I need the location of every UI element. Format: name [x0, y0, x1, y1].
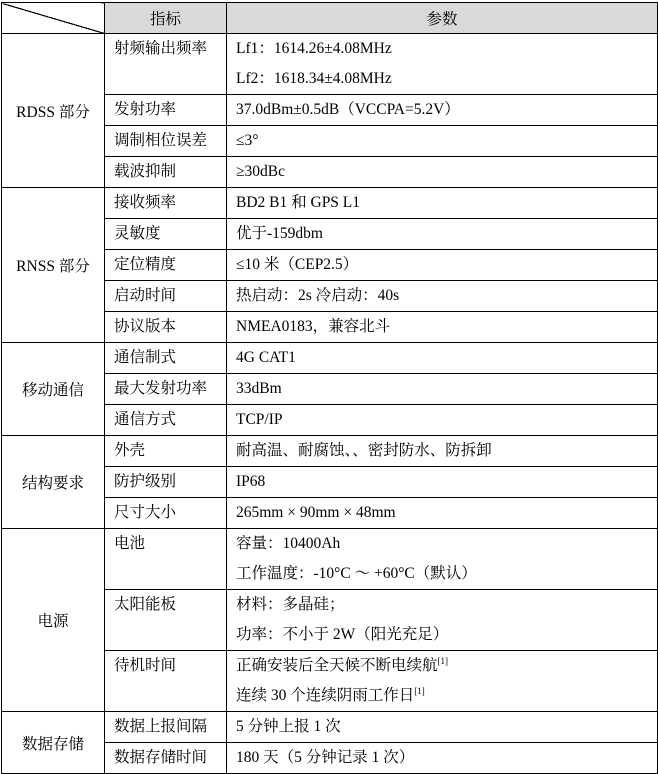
param-value	[227, 219, 658, 250]
param-value-text: 耐高温、耐腐蚀、、密封防水、防拆卸	[236, 442, 492, 459]
param-value-text: 热启动：2s 冷启动：40s	[236, 287, 400, 304]
section-label: RDSS 部分	[2, 34, 105, 188]
param-value-line	[236, 64, 657, 94]
param-value-text: 连续 30 个连续阴雨工作日	[236, 687, 415, 704]
param-value-line	[236, 590, 657, 620]
param-value	[227, 126, 658, 157]
param-value-line	[236, 620, 657, 650]
param-name	[105, 529, 227, 590]
param-name	[105, 374, 227, 405]
param-name	[105, 219, 227, 250]
param-value	[227, 498, 658, 529]
param-name	[105, 467, 227, 498]
param-value-line	[236, 250, 657, 280]
param-value-line	[236, 405, 657, 435]
param-value-text: ≤3°	[236, 132, 259, 149]
param-name	[105, 157, 227, 188]
table-row	[2, 34, 658, 95]
param-name-text: 电池	[114, 535, 146, 552]
param-value	[227, 157, 658, 188]
param-value-line	[236, 374, 657, 404]
param-value-line	[236, 712, 657, 742]
param-value-text: ≥30dBc	[236, 163, 285, 180]
param-value-text: BD2 B1 和 GPS L1	[236, 194, 361, 211]
param-value-line	[236, 651, 657, 681]
param-name-text: 协议版本	[114, 318, 177, 335]
param-value	[227, 312, 658, 343]
param-value	[227, 467, 658, 498]
param-value	[227, 651, 658, 712]
param-value-text: 4G CAT1	[236, 349, 296, 366]
param-name-text: 启动时间	[114, 287, 177, 304]
param-name-text: 定位精度	[114, 256, 177, 273]
header-indicator: 指标	[105, 3, 227, 34]
param-value-line	[236, 312, 657, 342]
table-row	[2, 712, 658, 743]
param-name-text: 太阳能板	[114, 596, 177, 613]
section-label: 电源	[2, 529, 105, 712]
header-corner-cell	[2, 3, 105, 34]
param-value-text: Lf1：1614.26±4.08MHz	[236, 40, 392, 57]
param-name-text: 接收频率	[114, 194, 177, 211]
param-name	[105, 95, 227, 126]
param-name-text: 灵敏度	[114, 225, 161, 242]
param-value-line	[236, 436, 657, 466]
param-value-text: 工作温度：-10°C ～ +60°C（默认）	[236, 565, 477, 582]
param-value-text: 265mm × 90mm × 48mm	[236, 504, 396, 521]
param-name	[105, 126, 227, 157]
param-value-line	[236, 34, 657, 64]
param-value-line	[236, 559, 657, 589]
param-value-text: 材料：多晶硅；	[236, 596, 345, 613]
param-value-text: 功率：不小于 2W（阳光充足）	[236, 626, 449, 643]
param-name	[105, 34, 227, 95]
param-value	[227, 712, 658, 743]
param-value-text: NMEA0183，兼容北斗	[236, 318, 391, 335]
section-label: 移动通信	[2, 343, 105, 436]
param-name-text: 数据存储时间	[114, 749, 208, 766]
param-value-text: IP68	[236, 473, 266, 490]
param-value-line	[236, 95, 657, 125]
param-value	[227, 95, 658, 126]
param-value-line	[236, 219, 657, 249]
param-value	[227, 34, 658, 95]
param-value	[227, 436, 658, 467]
footnote-ref: [1]	[414, 686, 425, 696]
param-name	[105, 436, 227, 467]
param-name-text: 待机时间	[114, 657, 177, 674]
param-value-line	[236, 126, 657, 156]
param-name-text: 载波抑制	[114, 163, 177, 180]
param-name	[105, 312, 227, 343]
param-value-text: TCP/IP	[236, 411, 283, 428]
param-name	[105, 712, 227, 743]
param-name	[105, 343, 227, 374]
param-value	[227, 529, 658, 590]
param-value-text: ≤10 米（CEP2.5）	[236, 256, 359, 273]
param-name-text: 调制相位误差	[114, 132, 208, 149]
param-value-line	[236, 743, 657, 773]
param-name	[105, 281, 227, 312]
param-value-text: 容量：10400Ah	[236, 535, 341, 552]
param-value-line	[236, 157, 657, 187]
param-name-text: 外壳	[114, 442, 146, 459]
param-name	[105, 498, 227, 529]
table-row	[2, 188, 658, 219]
param-value	[227, 188, 658, 219]
section-label: RNSS 部分	[2, 188, 105, 343]
param-value	[227, 590, 658, 651]
param-name-text: 射频输出频率	[114, 40, 208, 57]
param-name	[105, 651, 227, 712]
section-label: 数据存储	[2, 712, 105, 774]
param-name	[105, 250, 227, 281]
param-value	[227, 374, 658, 405]
param-value-text: 180 天（5 分钟记录 1 次）	[236, 749, 415, 766]
param-name-text: 发射功率	[114, 101, 177, 118]
param-value-line	[236, 498, 657, 528]
param-value-text: 5 分钟上报 1 次	[236, 718, 341, 735]
param-name-text: 尺寸大小	[114, 504, 177, 521]
table-row	[2, 436, 658, 467]
param-value-text: 33dBm	[236, 380, 282, 397]
param-name-text: 最大发射功率	[114, 380, 208, 397]
param-value-text: 正确安装后全天候不断电续航	[236, 657, 438, 674]
param-value-line	[236, 281, 657, 311]
spec-table	[1, 2, 658, 774]
table-row	[2, 529, 658, 590]
footnote-ref: [1]	[437, 656, 449, 666]
param-value-line	[236, 343, 657, 373]
param-value	[227, 250, 658, 281]
param-value-text: Lf2：1618.34±4.08MHz	[236, 70, 392, 87]
param-name-text: 通信制式	[114, 349, 177, 366]
param-name-text: 通信方式	[114, 411, 177, 428]
param-name	[105, 743, 227, 774]
param-value-text: 优于-159dbm	[236, 225, 323, 242]
param-name	[105, 188, 227, 219]
param-value	[227, 281, 658, 312]
section-label: 结构要求	[2, 436, 105, 529]
param-value	[227, 405, 658, 436]
spec-body	[2, 34, 658, 774]
param-value-line	[236, 188, 657, 218]
table-row	[2, 343, 658, 374]
param-name	[105, 405, 227, 436]
param-value	[227, 343, 658, 374]
header-param: 参数	[227, 3, 658, 34]
param-name-text: 防护级别	[114, 473, 177, 490]
param-name	[105, 590, 227, 651]
param-value-line	[236, 529, 657, 559]
param-value-line	[236, 681, 657, 711]
param-value-line	[236, 467, 657, 497]
param-value	[227, 743, 658, 774]
param-name-text: 数据上报间隔	[114, 718, 208, 735]
header-row	[2, 3, 658, 34]
param-value-text: 37.0dBm±0.5dB（VCCPA=5.2V）	[236, 101, 460, 118]
